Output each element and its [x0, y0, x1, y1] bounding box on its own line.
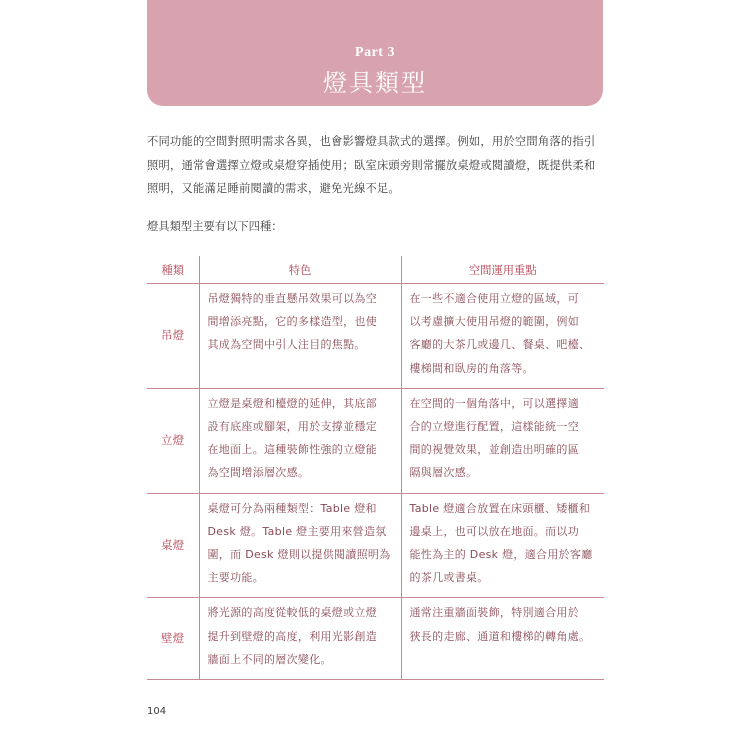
- feature-line: 立燈是桌燈和檯燈的延伸，其底部: [207, 396, 377, 410]
- usage-line: 的茶几或書桌。: [409, 571, 489, 585]
- usage-cell: [401, 598, 604, 680]
- feature-line: 牆面上不同的層次變化。: [207, 652, 332, 666]
- feature-line: 圍，而 Desk 燈則以提供閱讀照明為: [207, 548, 391, 562]
- table-intro: 燈具類型主要有以下四種：: [147, 220, 283, 233]
- usage-line: Table 燈適合放置在床頭櫃、矮櫃和: [409, 501, 591, 515]
- header-type: 種類: [147, 256, 199, 284]
- intro-paragraph: [147, 130, 607, 201]
- usage-line: 樓梯間和臥房的角落等。: [409, 361, 534, 375]
- feature-cell: [199, 388, 401, 493]
- usage-line: 合的立燈進行配置，這樣能統一空: [409, 420, 579, 434]
- usage-line: 在空間的一個角落中，可以選擇適: [409, 396, 579, 410]
- feature-line: 間增添亮點，它的多樣造型，也使: [207, 315, 377, 329]
- page-title: 燈具類型: [323, 69, 427, 97]
- feature-line: 主要功能。: [207, 571, 264, 585]
- table-row: [147, 284, 604, 389]
- feature-cell: [199, 284, 401, 389]
- usage-line: 間的視覺效果，並創造出明確的區: [409, 443, 579, 457]
- usage-line: 在一些不適合使用立燈的區域，可: [409, 292, 579, 305]
- feature-line: 提升到壁燈的高度，利用光影創造: [207, 629, 377, 643]
- feature-cell: [199, 493, 401, 598]
- usage-line: 隔與層次感。: [409, 466, 478, 480]
- lamp-type-cell: 吊燈: [147, 284, 199, 389]
- feature-line: 為空間增添層次感。: [207, 466, 310, 480]
- feature-line: 將光源的高度從較低的桌燈或立燈: [207, 606, 377, 620]
- usage-cell: [401, 493, 604, 598]
- intro-line: 照明，又能滿足睡前閱讀的需求，避免光線不足。: [147, 182, 400, 195]
- feature-line: 吊燈獨特的垂直懸吊效果可以為空: [207, 292, 377, 305]
- table-row: [147, 598, 604, 680]
- feature-line: 其成為空間中引人注目的焦點。: [207, 338, 366, 352]
- lamp-type-cell: 壁燈: [147, 598, 199, 680]
- usage-line: 客廳的大茶几或邊几、餐桌、吧檯、: [409, 338, 591, 352]
- usage-line: 通常注重牆面裝飾，特別適合用於: [409, 606, 579, 620]
- header-banner: [147, 0, 603, 106]
- usage-cell: [401, 284, 604, 389]
- header-feature: 特色: [199, 256, 401, 284]
- usage-line: 能性為主的 Desk 燈，適合用於客廳: [409, 548, 593, 562]
- usage-line: 邊桌上，也可以放在地面。而以功: [409, 524, 579, 538]
- usage-line: 狹長的走廊、通道和樓梯的轉角處。: [409, 629, 591, 643]
- lamp-types-table: [147, 256, 604, 680]
- table-row: [147, 493, 604, 598]
- header-usage: 空間運用重點: [401, 256, 604, 284]
- feature-line: Desk 燈。Table 燈主要用來營造氛: [207, 524, 387, 538]
- lamp-type-cell: 桌燈: [147, 493, 199, 598]
- lamp-type-cell: 立燈: [147, 388, 199, 493]
- page-number: 104: [147, 706, 167, 717]
- intro-line: 照明，通常會選擇立燈或桌燈穿插使用；臥室床頭旁則常擺放桌燈或閱讀燈，既提供柔和: [147, 158, 596, 172]
- part-label: Part 3: [355, 45, 395, 60]
- feature-cell: [199, 598, 401, 680]
- feature-line: 設有底座或腳架，用於支撐並穩定: [207, 420, 377, 434]
- table-header-row: [147, 256, 604, 284]
- usage-cell: [401, 388, 604, 493]
- feature-line: 桌燈可分為兩種類型：Table 燈和: [207, 501, 377, 515]
- feature-line: 在地面上。這種裝飾性強的立燈能: [207, 443, 377, 457]
- table-row: [147, 388, 604, 493]
- usage-line: 以考慮擴大使用吊燈的範圍，例如: [409, 315, 579, 329]
- intro-line: 不同功能的空間對照明需求各異，也會影響燈具款式的選擇。例如，用於空間角落的指引: [147, 135, 596, 148]
